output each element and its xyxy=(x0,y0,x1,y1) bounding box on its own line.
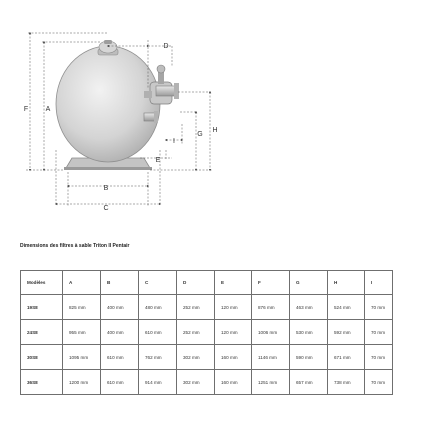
column-header: G xyxy=(290,271,328,295)
dim-label-a: A xyxy=(45,106,51,113)
table-cell: 955 mm xyxy=(63,320,101,345)
table-cell: 1006 mm xyxy=(252,320,290,345)
dim-label-b: B xyxy=(103,185,109,192)
table-cell: 610 mm xyxy=(139,320,177,345)
table-cell: 738 mm xyxy=(328,370,365,395)
table-cell: 1251 mm xyxy=(252,370,290,395)
table-cell: 590 mm xyxy=(290,345,328,370)
dimensions-table xyxy=(20,270,393,395)
column-header: B xyxy=(101,271,139,295)
table-cell: 463 mm xyxy=(290,295,328,320)
sand-filter-tank xyxy=(56,40,179,170)
table-cell: 19S8 xyxy=(21,295,63,320)
table-cell: 70 mm xyxy=(365,345,393,370)
column-header: F xyxy=(252,271,290,295)
table-row xyxy=(21,345,393,370)
table-cell: 530 mm xyxy=(290,320,328,345)
table-cell: 610 mm xyxy=(101,345,139,370)
table-cell: 825 mm xyxy=(63,295,101,320)
table-cell: 252 mm xyxy=(177,320,215,345)
table-cell: 592 mm xyxy=(328,320,365,345)
table-cell: 302 mm xyxy=(177,370,215,395)
dim-label-d: D xyxy=(163,43,169,50)
table-header-row xyxy=(21,271,393,295)
table-cell: 876 mm xyxy=(252,295,290,320)
table-cell: 657 mm xyxy=(290,370,328,395)
table-cell: 302 mm xyxy=(177,345,215,370)
table-cell: 36S8 xyxy=(21,370,63,395)
table-row xyxy=(21,295,393,320)
dim-label-c: C xyxy=(103,205,109,212)
dim-label-g: G xyxy=(197,131,203,138)
table-cell: 70 mm xyxy=(365,370,393,395)
table-cell: 400 mm xyxy=(101,320,139,345)
table-cell: 252 mm xyxy=(177,295,215,320)
table-caption: Dimensions des filtres à sable Triton II Pentair xyxy=(20,243,130,249)
table-cell: 914 mm xyxy=(139,370,177,395)
table-cell: 762 mm xyxy=(139,345,177,370)
table-cell: 400 mm xyxy=(101,295,139,320)
table-cell: 30S8 xyxy=(21,345,63,370)
dim-label-h: H xyxy=(212,127,218,134)
table-row xyxy=(21,320,393,345)
column-header: I xyxy=(365,271,393,295)
column-header: C xyxy=(139,271,177,295)
column-header: Modèles xyxy=(21,271,63,295)
column-header: A xyxy=(63,271,101,295)
table-cell: 160 mm xyxy=(215,345,252,370)
table-cell: 480 mm xyxy=(139,295,177,320)
table-cell: 1095 mm xyxy=(63,345,101,370)
column-header: E xyxy=(215,271,252,295)
column-header: H xyxy=(328,271,365,295)
table-cell: 671 mm xyxy=(328,345,365,370)
column-header: D xyxy=(177,271,215,295)
table-cell: 1200 mm xyxy=(63,370,101,395)
table-cell: 120 mm xyxy=(215,295,252,320)
dim-label-f: F xyxy=(23,106,29,113)
table-cell: 24S8 xyxy=(21,320,63,345)
table-cell: 524 mm xyxy=(328,295,365,320)
table-row xyxy=(21,370,393,395)
table-cell: 160 mm xyxy=(215,370,252,395)
table-cell: 1146 mm xyxy=(252,345,290,370)
table-cell: 120 mm xyxy=(215,320,252,345)
dim-label-e: E xyxy=(155,157,161,164)
table-cell: 70 mm xyxy=(365,320,393,345)
table-cell: 610 mm xyxy=(101,370,139,395)
table-cell: 70 mm xyxy=(365,295,393,320)
dim-label-i: I xyxy=(173,138,175,145)
